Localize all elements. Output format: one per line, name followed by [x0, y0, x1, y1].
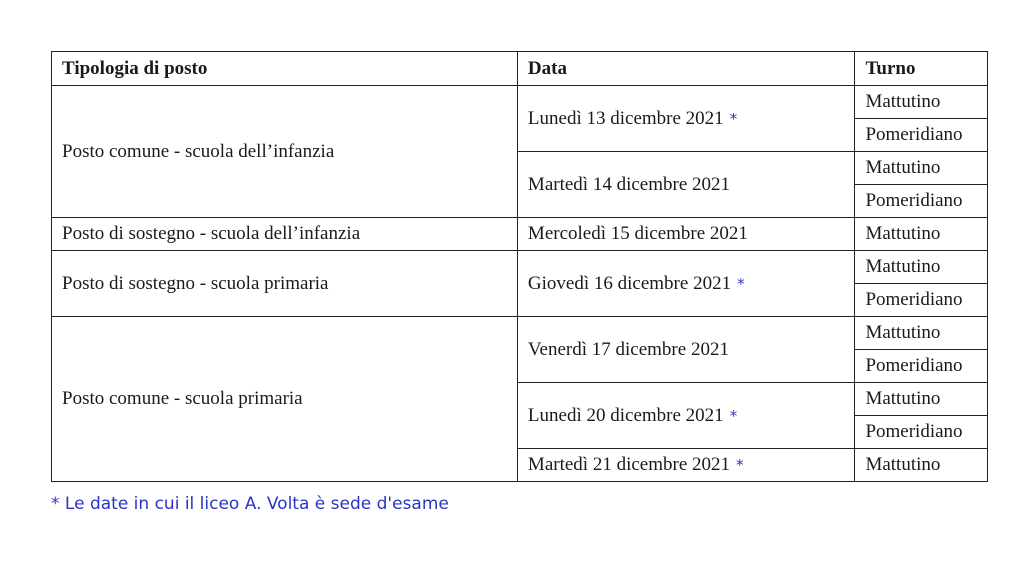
table-row: [52, 218, 988, 251]
table-row: [52, 86, 988, 119]
turno-cell: Pomeridiano: [855, 119, 988, 152]
exam-schedule-table: [51, 51, 988, 482]
date-cell: [517, 317, 855, 383]
tipologia-cell: Posto comune - scuola dell’infanzia: [52, 86, 518, 218]
table-row: [52, 317, 988, 350]
date-label: Lunedì 20 dicembre 2021: [527, 404, 724, 426]
date-label: Martedì 21 dicembre 2021: [527, 454, 731, 475]
footnote: * Le date in cui il liceo A. Volta è sede d'esame: [51, 494, 449, 514]
date-cell: [517, 218, 855, 251]
table-row: [52, 251, 988, 284]
turno-cell: Mattutino: [855, 86, 988, 119]
turno-cell: Mattutino: [855, 317, 988, 350]
date-label: Giovedì 16 dicembre 2021: [527, 272, 732, 294]
date-cell: [517, 251, 855, 317]
header-data: Data: [517, 52, 855, 86]
tipologia-cell: Posto di sostegno - scuola dell’infanzia: [52, 218, 518, 251]
turno-cell: Mattutino: [855, 251, 988, 284]
header-row: [52, 52, 988, 86]
turno-cell: Mattutino: [855, 218, 988, 251]
exam-site-star-icon: *: [729, 406, 738, 425]
date-cell: [517, 449, 855, 482]
tipologia-cell: Posto di sostegno - scuola primaria: [52, 251, 518, 317]
exam-site-star-icon: *: [729, 109, 738, 128]
turno-cell: Pomeridiano: [855, 185, 988, 218]
date-cell: [517, 383, 855, 449]
turno-cell: Mattutino: [855, 383, 988, 416]
date-cell: [517, 152, 855, 218]
exam-site-star-icon: *: [737, 274, 745, 293]
turno-cell: Pomeridiano: [855, 350, 988, 383]
turno-cell: Pomeridiano: [855, 416, 988, 449]
header-turno: Turno: [855, 52, 988, 86]
date-label: Martedì 14 dicembre 2021: [527, 173, 731, 195]
header-tipologia: Tipologia di posto: [52, 52, 518, 86]
schedule-body: [52, 86, 988, 482]
date-label: Venerdì 17 dicembre 2021: [527, 338, 729, 360]
date-label: Lunedì 13 dicembre 2021: [527, 107, 724, 129]
date-label: Mercoledì 15 dicembre 2021: [527, 223, 748, 244]
turno-cell: Pomeridiano: [855, 284, 988, 317]
turno-cell: Mattutino: [855, 449, 988, 482]
date-cell: [517, 86, 855, 152]
tipologia-cell: Posto comune - scuola primaria: [52, 317, 518, 482]
exam-site-star-icon: *: [736, 456, 744, 474]
turno-cell: Mattutino: [855, 152, 988, 185]
